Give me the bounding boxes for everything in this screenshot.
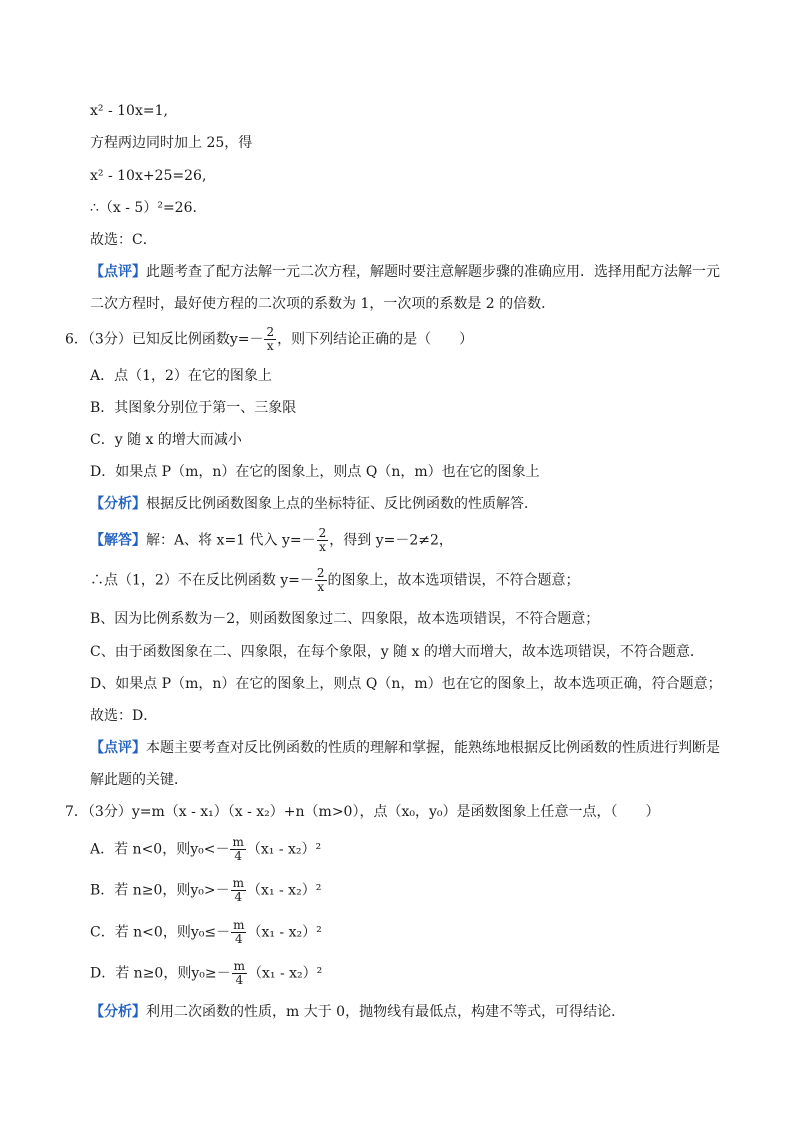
solution-line: x² - 10x=1, — [90, 103, 168, 119]
option-c: C．若 n<0，则y₀≤－ $\frac{m}{4}$ （x₁ - x₂）² — [90, 918, 322, 946]
comment-line: 二次方程时，最好使方程的二次项的系数为 1，一次项的系数是 2 的倍数． — [90, 296, 556, 312]
comment-line: 【点评】此题考查了配方法解一元二次方程，解题时要注意解题步骤的准确应用．选择用配方法解一元 — [90, 264, 720, 280]
solution-line: D、如果点 P（m，n）在它的图象上，则点 Q（n，m）也在它的图象上，故本选项正确，符合题意； — [90, 676, 722, 692]
analysis-line: 【分析】根据反比例函数图象上点的坐标特征、反比例函数的性质解答． — [90, 496, 538, 512]
option-b: B．其图象分别位于第一、三象限 — [90, 400, 297, 416]
option-d: D．若 n≥0，则y₀≥－ $\frac{m}{4}$ （x₁ - x₂）² — [90, 959, 323, 987]
analysis-tag: 【分析】 — [90, 1004, 146, 1020]
solution-line: C、由于函数图象在二、四象限，在每个象限，y 随 x 的增大而增大，故本选项错误，不符合题意． — [90, 644, 704, 660]
question-7-stem: 7．（3分）y=m（x - x₁）（x - x₂）+n（m>0），点（x₀，y₀）是函数图象上任意一点，（ ） — [65, 804, 660, 820]
solution-line: B、因为比例系数为－2，则函数图象过二、四象限，故本选项错误，不符合题意； — [90, 611, 600, 627]
solution-line: 【解答】解：A、将 x=1 代入 y=－ $\frac{2}{x}$ ，得到 y=－2≠2， — [90, 526, 453, 554]
fraction: $\frac{m}{4}$ — [233, 918, 245, 946]
option-a: A．点（1，2）在它的图象上 — [90, 368, 272, 384]
option-c: C．y 随 x 的增大而减小 — [90, 432, 242, 448]
answer-line: 故选：D． — [90, 708, 158, 724]
solution-line: ∴点（1，2）不在反比例函数 y=－ $\frac{2}{x}$ 的图象上，故本选项错误，不符合题意； — [90, 566, 580, 594]
fraction: $\frac{m}{4}$ — [232, 835, 244, 863]
option-a: A．若 n<0，则y₀<－ $\frac{m}{4}$ （x₁ - x₂）² — [90, 835, 322, 863]
comment-line: 解此题的关键． — [90, 772, 188, 788]
comment-line: 【点评】本题主要考查对反比例函数的性质的理解和掌握，能熟练地根据反比例函数的性质进行判断是 — [90, 740, 720, 756]
analysis-line: 【分析】利用二次函数的性质，m 大于 0，抛物线有最低点，构建不等式，可得结论． — [90, 1004, 626, 1020]
question-6-stem: 6．（3分）已知反比例函数y=－ $\frac{2}{x}$ ，则下列结论正确的是（ ） — [65, 325, 474, 353]
solution-line: 方程两边同时加上 25，得 — [90, 135, 253, 151]
comment-tag: 【点评】 — [90, 740, 146, 756]
answer-line: 故选：C． — [90, 232, 157, 248]
solution-line: ∴（x - 5）²=26． — [90, 200, 207, 216]
comment-tag: 【点评】 — [90, 264, 146, 280]
fraction: $\frac{2}{x}$ — [318, 526, 327, 554]
solution-tag: 【解答】 — [90, 532, 146, 549]
option-b: B．若 n≥0，则y₀>－ $\frac{m}{4}$ （x₁ - x₂）² — [90, 876, 322, 904]
solution-line: x² - 10x+25=26, — [90, 168, 207, 184]
option-d: D．如果点 P（m，n）在它的图象上，则点 Q（n，m）也在它的图象上 — [90, 464, 540, 480]
fraction: $\frac{2}{x}$ — [266, 325, 275, 353]
analysis-tag: 【分析】 — [90, 496, 146, 512]
fraction: $\frac{m}{4}$ — [232, 876, 245, 904]
fraction: $\frac{2}{x}$ — [316, 566, 325, 594]
fraction: $\frac{m}{4}$ — [233, 959, 245, 987]
